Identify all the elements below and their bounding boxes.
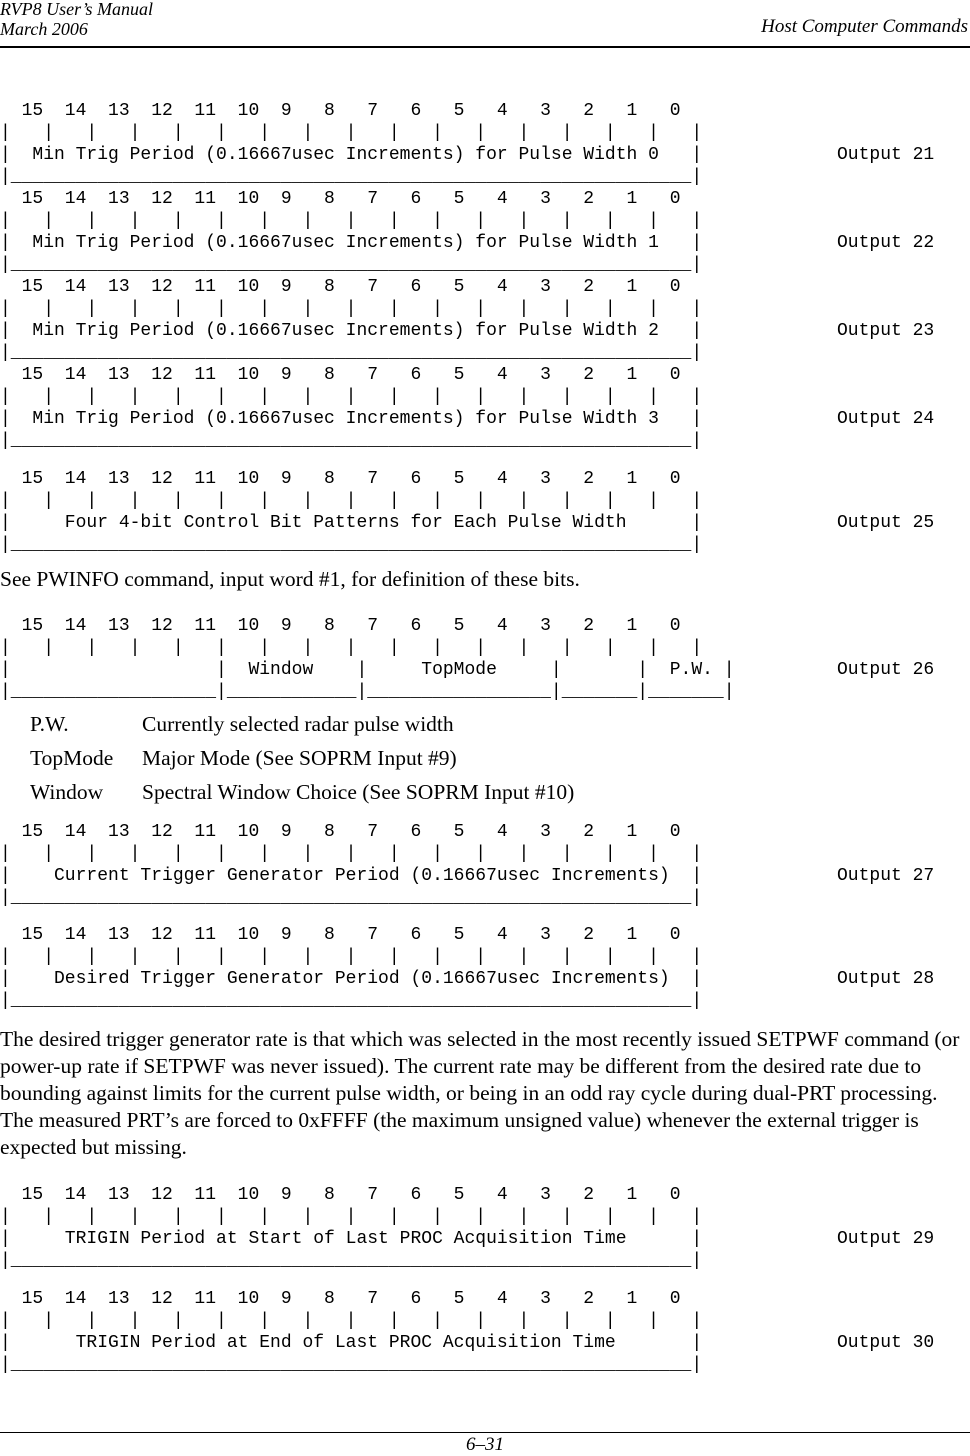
output-label: Output 30 xyxy=(837,1333,935,1353)
register-output-27 xyxy=(0,821,970,909)
register-output-29 xyxy=(0,1184,970,1272)
register-output-30 xyxy=(0,1288,970,1376)
register-description: | Current Trigger Generator Period (0.16667usec Increments) | xyxy=(0,866,703,886)
output-label: Output 26 xyxy=(837,660,935,680)
register-output-25 xyxy=(0,468,970,556)
register-diagram: 15 14 13 12 11 10 9 8 7 6 5 4 3 2 1 0 | | | | | | | | | | | | | | | | | | Min Trig Period (0.16667usec Increments) for Pulse Width 3 | |_______________________________________________________________| xyxy=(0,365,703,451)
register-description: | Min Trig Period (0.16667usec Increments) for Pulse Width 3 | xyxy=(0,409,703,429)
bit-numbers: 15 14 13 12 11 10 9 8 7 6 5 4 3 2 1 0 xyxy=(0,365,692,385)
bit-numbers: 15 14 13 12 11 10 9 8 7 6 5 4 3 2 1 0 xyxy=(0,925,692,945)
bit-numbers: 15 14 13 12 11 10 9 8 7 6 5 4 3 2 1 0 xyxy=(0,277,692,297)
register-description: | Min Trig Period (0.16667usec Increments) for Pulse Width 2 | xyxy=(0,321,703,341)
legend-definition: Spectral Window Choice (See SOPRM Input #10) xyxy=(142,780,575,804)
output-label: Output 21 xyxy=(837,145,935,165)
register-description: | Four 4-bit Control Bit Patterns for Each Pulse Width | xyxy=(0,513,703,533)
output-label: Output 24 xyxy=(837,409,935,429)
output-label: Output 29 xyxy=(837,1229,935,1249)
register-diagram: 15 14 13 12 11 10 9 8 7 6 5 4 3 2 1 0 | | | | | | | | | | | | | | | | | | Min Trig Period (0.16667usec Increments) for Pulse Width 0 | |_______________________________________________________________| xyxy=(0,101,703,187)
pwinfo-note: See PWINFO command, input word #1, for definition of these bits. xyxy=(0,567,580,591)
legend-term: P.W. xyxy=(30,712,69,736)
register-diagram: 15 14 13 12 11 10 9 8 7 6 5 4 3 2 1 0 | | | | | | | | | | | | | | | | | | TRIGIN Period at End of Last PROC Acquisition Time | |_______________________________________________________________| xyxy=(0,1289,703,1375)
register-output-23 xyxy=(0,276,970,364)
register-diagram: 15 14 13 12 11 10 9 8 7 6 5 4 3 2 1 0 | | | | | | | | | | | | | | | | | | TRIGIN Period at Start of Last PROC Acquisition Time | |_______________________________________________________________| xyxy=(0,1185,703,1271)
bit-numbers: 15 14 13 12 11 10 9 8 7 6 5 4 3 2 1 0 xyxy=(0,189,692,209)
bit-numbers: 15 14 13 12 11 10 9 8 7 6 5 4 3 2 1 0 xyxy=(0,1289,692,1309)
page-footer xyxy=(0,1432,970,1456)
legend-term: Window xyxy=(30,780,104,804)
section-title: Host Computer Commands xyxy=(761,16,968,37)
bit-numbers: 15 14 13 12 11 10 9 8 7 6 5 4 3 2 1 0 xyxy=(0,101,692,121)
bit-numbers: 15 14 13 12 11 10 9 8 7 6 5 4 3 2 1 0 xyxy=(0,822,692,842)
register-diagram: 15 14 13 12 11 10 9 8 7 6 5 4 3 2 1 0 | | | | | | | | | | | | | | | | | | | Window | TopMode | | P.W. | |___________________|____________|_________________|_______|_______| xyxy=(0,616,735,702)
register-output-26 xyxy=(0,615,970,703)
output-label: Output 27 xyxy=(837,866,935,886)
register-diagram: 15 14 13 12 11 10 9 8 7 6 5 4 3 2 1 0 | | | | | | | | | | | | | | | | | | Desired Trigger Generator Period (0.16667usec Increments) | |_______________________________________________________________| xyxy=(0,925,703,1011)
register-output-24 xyxy=(0,364,970,452)
register-description: | Desired Trigger Generator Period (0.16667usec Increments) | xyxy=(0,969,703,989)
register-fields: | | Window | TopMode | | P.W. | xyxy=(0,660,735,680)
register-diagram: 15 14 13 12 11 10 9 8 7 6 5 4 3 2 1 0 | | | | | | | | | | | | | | | | | | Current Trigger Generator Period (0.16667usec Increments) | |_______________________________________________________________| xyxy=(0,822,703,908)
register-description: | TRIGIN Period at Start of Last PROC Acquisition Time | xyxy=(0,1229,703,1249)
bit-numbers: 15 14 13 12 11 10 9 8 7 6 5 4 3 2 1 0 xyxy=(0,616,692,636)
page-number: 6–31 xyxy=(466,1434,504,1455)
register-description: | Min Trig Period (0.16667usec Increments) for Pulse Width 1 | xyxy=(0,233,703,253)
register-diagram: 15 14 13 12 11 10 9 8 7 6 5 4 3 2 1 0 | | | | | | | | | | | | | | | | | | Min Trig Period (0.16667usec Increments) for Pulse Width 1 | |_______________________________________________________________| xyxy=(0,189,703,275)
legend-term: TopMode xyxy=(30,746,114,770)
bit-numbers: 15 14 13 12 11 10 9 8 7 6 5 4 3 2 1 0 xyxy=(0,469,692,489)
register-output-21 xyxy=(0,100,970,188)
register-output-28 xyxy=(0,924,970,1012)
output-label: Output 28 xyxy=(837,969,935,989)
output-label: Output 22 xyxy=(837,233,935,253)
register-output-22 xyxy=(0,188,970,276)
register-description: | Min Trig Period (0.16667usec Increments) for Pulse Width 0 | xyxy=(0,145,703,165)
legend-definition: Currently selected radar pulse width xyxy=(142,712,454,736)
trigger-rate-paragraph: The desired trigger generator rate is that which was selected in the most recently issued SETPWF command (or power-up rate if SETPWF was never issued). The current rate may be different from the desired rate due to bounding against limits for the current pulse width, or being in an odd ray cycle during dual-PRT processing. The measured PRT’s are forced to 0xFFFF (the maximum unsigned value) whenever the external trigger is expected but missing. xyxy=(0,1027,960,1159)
legend-definition: Major Mode (See SOPRM Input #9) xyxy=(142,746,457,770)
register-diagram: 15 14 13 12 11 10 9 8 7 6 5 4 3 2 1 0 | | | | | | | | | | | | | | | | | | Four 4-bit Control Bit Patterns for Each Pulse Width | |_______________________________________________________________| xyxy=(0,469,703,555)
output-label: Output 25 xyxy=(837,513,935,533)
manual-title: RVP8 User’s Manual xyxy=(0,0,153,19)
register-description: | TRIGIN Period at End of Last PROC Acquisition Time | xyxy=(0,1333,703,1353)
bit-numbers: 15 14 13 12 11 10 9 8 7 6 5 4 3 2 1 0 xyxy=(0,1185,692,1205)
page-header xyxy=(0,0,970,48)
output-label: Output 23 xyxy=(837,321,935,341)
manual-date: March 2006 xyxy=(0,19,88,39)
header-left xyxy=(0,0,153,39)
register-diagram: 15 14 13 12 11 10 9 8 7 6 5 4 3 2 1 0 | | | | | | | | | | | | | | | | | | Min Trig Period (0.16667usec Increments) for Pulse Width 2 | |_______________________________________________________________| xyxy=(0,277,703,363)
